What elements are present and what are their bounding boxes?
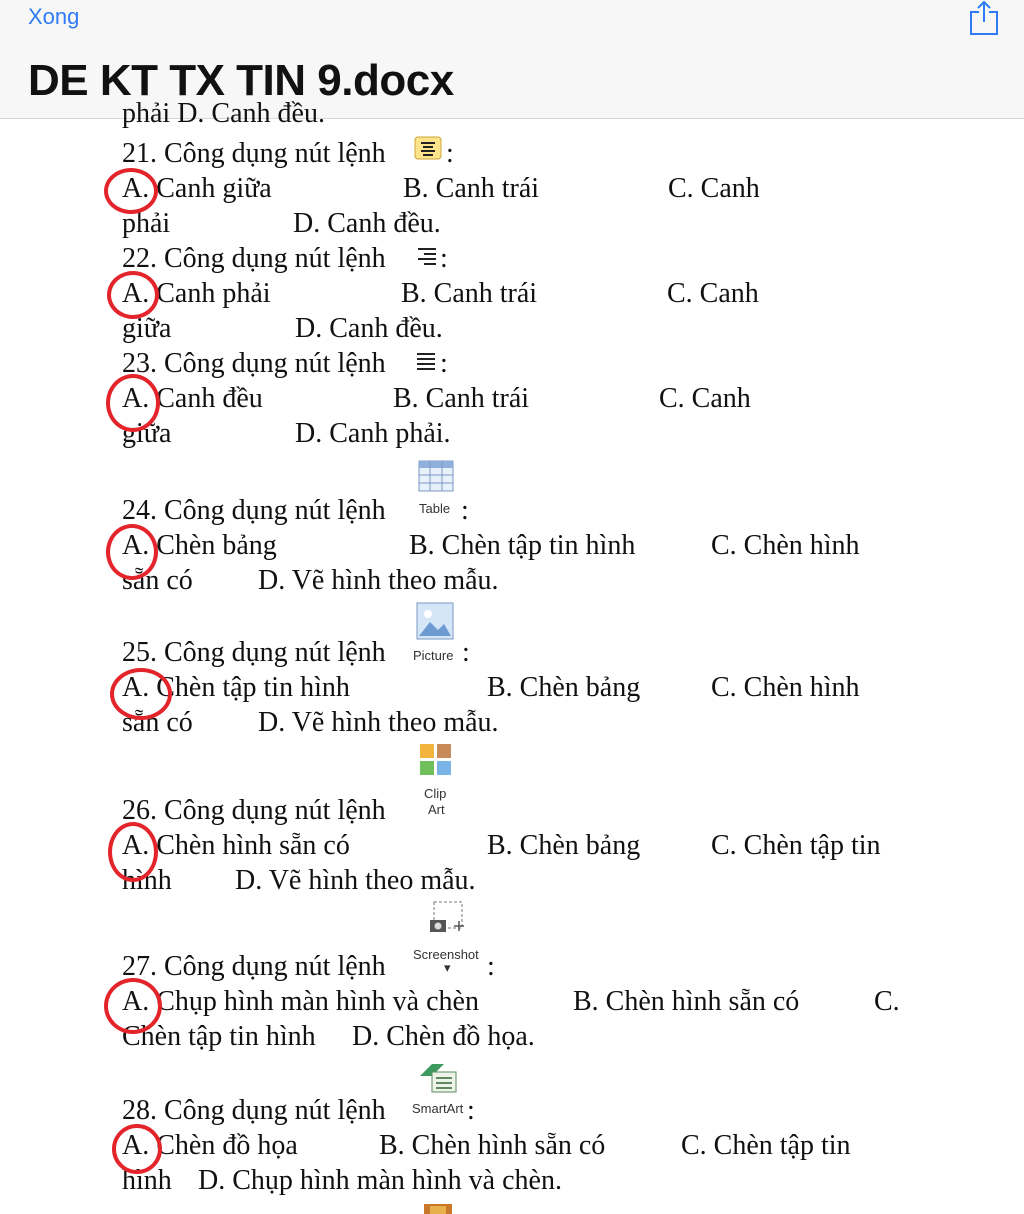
picture-icon: [416, 602, 454, 640]
smartart-icon-label: SmartArt: [412, 1101, 464, 1116]
q24-option-d: D. Vẽ hình theo mẫu.: [258, 565, 499, 596]
cut-off-icon: [420, 1202, 456, 1214]
q23-option-b: B. Canh trái: [393, 383, 530, 414]
chevron-down-icon: ▾: [444, 960, 451, 975]
answer-circle-27: [104, 978, 162, 1034]
q27-option-c-cont: Chèn tập tin hình: [122, 1021, 316, 1052]
q28-stem: 28. Công dụng nút lệnh: [122, 1095, 386, 1126]
clip-art-label-2: Art: [428, 802, 445, 817]
answer-circle-25: [110, 668, 172, 720]
q23-option-a: A. Canh đều: [122, 383, 263, 414]
cut-off-line: phải D. Canh đều.: [122, 98, 325, 129]
document-content[interactable]: [0, 98, 1024, 1212]
q25-stem: 25. Công dụng nút lệnh: [122, 637, 386, 668]
q28-option-c: C. Chèn tập tin: [681, 1130, 851, 1161]
q28-option-b: B. Chèn hình sẵn có: [379, 1130, 606, 1161]
q26-option-a: A. Chèn hình sẵn có: [122, 830, 350, 861]
q27-stem: 27. Công dụng nút lệnh: [122, 951, 386, 982]
screenshot-icon-label: Screenshot: [413, 947, 479, 962]
q23-colon: :: [440, 348, 448, 379]
q23-option-c: C. Canh: [659, 383, 751, 414]
q21-colon: :: [446, 138, 454, 169]
q23-stem: 23. Công dụng nút lệnh: [122, 348, 386, 379]
q28-option-d: D. Chụp hình màn hình và chèn.: [198, 1165, 562, 1196]
q22-option-d: D. Canh đều.: [295, 313, 443, 344]
q27-option-d: D. Chèn đồ họa.: [352, 1021, 535, 1052]
answer-circle-22: [107, 271, 159, 319]
smartart-icon: [418, 1060, 458, 1094]
q22-stem: 22. Công dụng nút lệnh: [122, 243, 386, 274]
q24-colon: :: [461, 495, 469, 526]
q28-option-a: A. Chèn đồ họa: [122, 1130, 298, 1161]
clip-art-label-1: Clip: [424, 786, 447, 801]
q26-option-d: D. Vẽ hình theo mẫu.: [235, 865, 476, 896]
q27-option-a: A. Chụp hình màn hình và chèn: [122, 986, 479, 1017]
q26-option-c-cont: hình: [122, 865, 172, 896]
justify-icon: [414, 351, 438, 371]
q28-option-c-cont: hình: [122, 1165, 172, 1196]
q28-colon: :: [467, 1095, 475, 1126]
q22-option-b: B. Canh trái: [401, 278, 538, 309]
q21-option-c-cont: phải: [122, 208, 171, 239]
document-title: DE KT TX TIN 9.docx: [28, 56, 454, 105]
q22-option-c: C. Canh: [667, 278, 759, 309]
clip-art-icon: [419, 743, 453, 777]
screenshot-icon: [428, 900, 466, 936]
q27-option-c: C.: [874, 986, 900, 1017]
align-center-icon: [414, 136, 442, 160]
q21-option-d: D. Canh đều.: [293, 208, 441, 239]
done-button[interactable]: Xong: [28, 4, 80, 29]
q25-option-a: A. Chèn tập tin hình: [122, 672, 350, 703]
q25-colon: :: [462, 637, 470, 668]
q25-option-b: B. Chèn bảng: [487, 672, 641, 703]
answer-circle-28: [112, 1124, 162, 1174]
q22-option-a: A. Canh phải: [122, 278, 271, 309]
q25-option-c: C. Chèn hình: [711, 672, 860, 703]
q25-option-c-cont: sẵn có: [122, 707, 193, 738]
table-icon: [418, 460, 454, 492]
q24-option-c: C. Chèn hình: [711, 530, 860, 561]
q27-option-b: B. Chèn hình sẵn có: [573, 986, 800, 1017]
q25-option-d: D. Vẽ hình theo mẫu.: [258, 707, 499, 738]
q24-option-b: B. Chèn tập tin hình: [409, 530, 636, 561]
q21-option-a: A. Canh giữa: [122, 173, 272, 204]
q24-stem: 24. Công dụng nút lệnh: [122, 495, 386, 526]
q26-stem: 26. Công dụng nút lệnh: [122, 795, 386, 826]
picture-icon-label: Picture: [413, 648, 454, 663]
q21-stem: 21. Công dụng nút lệnh: [122, 138, 386, 169]
q26-option-b: B. Chèn bảng: [487, 830, 641, 861]
answer-circle-23: [106, 374, 160, 432]
q22-option-c-cont: giữa: [122, 313, 172, 344]
q27-colon: :: [487, 951, 495, 982]
q24-option-c-cont: sẵn có: [122, 565, 193, 596]
align-right-icon: [414, 246, 438, 266]
q23-option-c-cont: giữa: [122, 418, 172, 449]
q21-option-c: C. Canh: [668, 173, 760, 204]
q22-colon: :: [440, 243, 448, 274]
answer-circle-21: [104, 168, 158, 214]
q21-option-b: B. Canh trái: [403, 173, 540, 204]
q26-option-c: C. Chèn tập tin: [711, 830, 881, 861]
table-icon-label: Table: [419, 501, 451, 516]
q24-option-a: A. Chèn bảng: [122, 530, 277, 561]
answer-circle-24: [106, 524, 158, 580]
share-icon[interactable]: [968, 0, 1000, 36]
q23-option-d: D. Canh phải.: [295, 418, 451, 449]
answer-circle-26: [108, 822, 158, 882]
